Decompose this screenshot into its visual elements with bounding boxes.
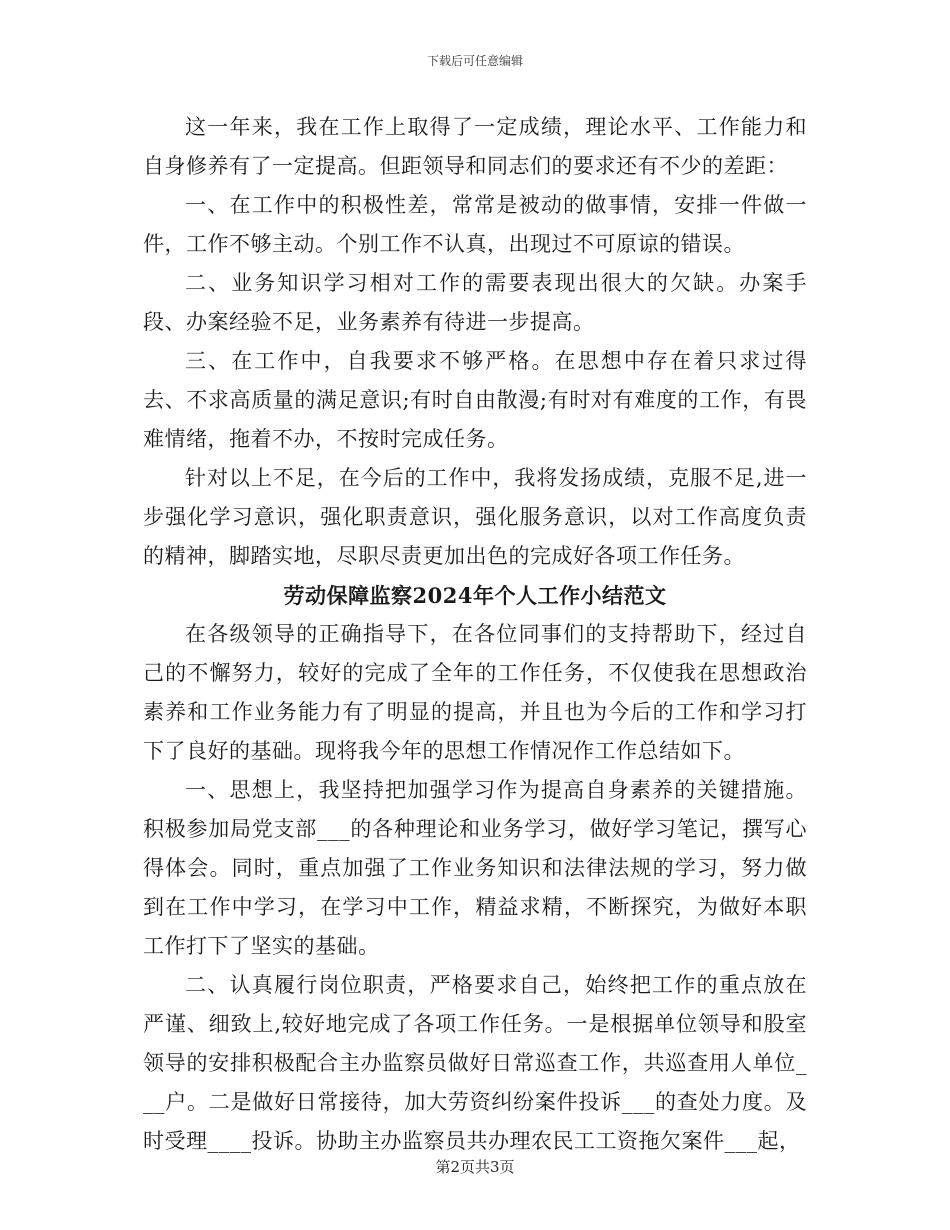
paragraph-shortcoming-1: 一、在工作中的积极性差，常常是被动的做事情，安排一件做一件，工作不够主动。个别工作不认真，出现过不可原谅的错误。 [143, 193, 807, 256]
paragraph-duties: 二、认真履行岗位职责，严格要求自己，始终把工作的重点放在严谨、细致上,较好地完成了各项工作任务。一是根据单位领导和股室领导的安排积极配合主办监察员做好日常巡查工作，共巡查用人单位___户。二是做好日常接待，加大劳资纠纷案件投诉___的查处力度。及时受理____投诉。协助主办监察员共办理农民工工资拖欠案件___起， [143, 973, 807, 1153]
paragraph-new-intro: 在各级领导的正确指导下，在各位同事们的支持帮助下，经过自己的不懈努力，较好的完成了全年的工作任务，不仅使我在思想政治素养和工作业务能力有了明显的提高，并且也为今后的工作和学习打下了良好的基础。现将我今年的思想工作情况作工作总结如下。 [143, 622, 807, 763]
page-header-note: 下载后可任意编辑 [426, 54, 523, 68]
paragraph-shortcoming-2: 二、业务知识学习相对工作的需要表现出很大的欠缺。办案手段、办案经验不足，业务素养有待进一步提高。 [143, 271, 807, 334]
paragraph-improvement-plan: 针对以上不足，在今后的工作中，我将发扬成绩，克服不足,进一步强化学习意识，强化职责意识，强化服务意识，以对工作高度负责的精神，脚踏实地，尽职尽责更加出色的完成好各项工作任务。 [143, 466, 807, 568]
page-number: 第2页共3页 [435, 1158, 515, 1176]
paragraph-summary-intro: 这一年来，我在工作上取得了一定成绩，理论水平、工作能力和自身修养有了一定提高。但距领导和同志们的要求还有不少的差距： [143, 115, 807, 178]
document-body [143, 108, 807, 1161]
paragraph-shortcoming-3: 三、在工作中，自我要求不够严格。在思想中存在着只求过得去、不求高质量的满足意识;有时自由散漫;有时对有难度的工作，有畏难情绪，拖着不办，不按时完成任务。 [143, 349, 807, 451]
section-title: 劳动保障监察2024年个人工作小结范文 [283, 583, 667, 608]
paragraph-thought: 一、思想上，我坚持把加强学习作为提高自身素养的关键措施。积极参加局党支部___的各种理论和业务学习，做好学习笔记，撰写心得体会。同时，重点加强了工作业务知识和法律法规的学习，努力做到在工作中学习，在学习中工作，精益求精，不断探究，为做好本职工作打下了坚实的基础。 [143, 778, 807, 958]
